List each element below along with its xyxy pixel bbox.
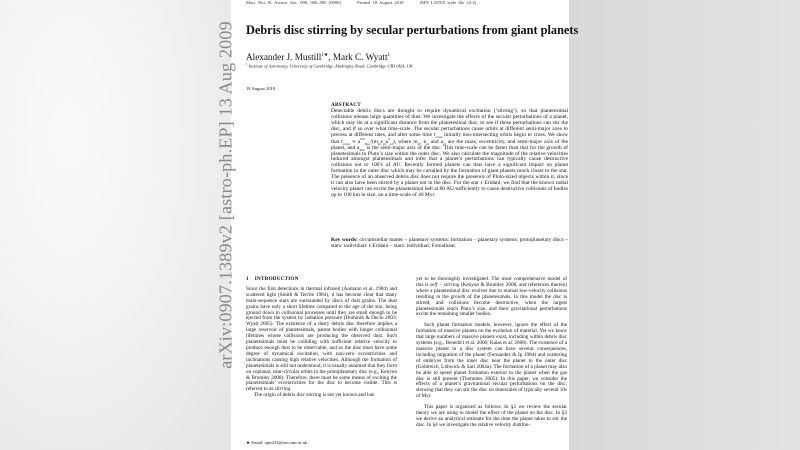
affiliation-mark: 1 <box>387 53 391 58</box>
paragraph: Since the first detections in thermal infrared (Aumann et al. 1984) and scattered light (Smith & Terrile 1984), it has become clear that many main-sequence stars are surrounded by discs of dust grains. The dust grains have only a short lifetime compared to the age of the star, being ground down in collisional processes until they are small enough to be ejected from the system by radiation pressure (Dominik & Decin 2003; Wyatt 2005). The existence of a dusty debris disc therefore implies a large reservoir of planetesimals, parent bodies with longer collisional lifetimes whose collisions are producing the observed dust. Such planetesimals must be colliding with sufficient relative velocity to produce enough dust to be observable, and so the disc must have some degree of dynamical excitation, with non-zero eccentricities and inclinations causing high relative velocities. Although the formation of planetesimals is still not understood, it is usually assumed that they form on coplanar, near-circular orbits in the protoplanetary disc (e.g., Kenyon & Bromley 2008). Therefore, there must be some means of exciting the planetesimals’ eccentricities for the disc to become visible. This is referred to as stirring. <box>246 285 397 393</box>
affiliation-mark: 1★ <box>321 53 329 58</box>
paragraph: This paper is organised as follows. In §2 we review the secular theory we are using to model the effect of the planet on the disc. In §3 we derive an analytical estimate for the time the planet takes to stir the disc. In §4 we investigate the relative velocity distribu- <box>416 404 567 428</box>
affiliation-mark: 1 <box>246 61 248 66</box>
running-header <box>246 0 490 5</box>
style-file: (MN LATEX style file v2.2) <box>419 0 477 5</box>
arxiv-stamp: arXiv:0907.1389v2 [astro-ph.EP] 13 Aug 2009 <box>215 21 236 369</box>
journal-citation: Mon. Not. R. Astron. Soc. 000, 000–000 (0000) <box>246 0 341 5</box>
paragraph: Such planet formation models, however, ignore the effect of the formation of massive planets on the evolution of material. Yet we know that large numbers of massive planets exist, including within debris disc systems (e.g., Benedict et al. 2006; Kalas et al. 2008). The existence of a massive planet in a disc system can have several consequences, including migration of the planet (Fernandez & Ip 1984) and scattering of embryos from the inner disc near the planet to the outer disc (Goldreich, Lithwick & Sari 2004a). The formation of a planet may also be able to speed planet formation exterior to the planet when the gas disc is still present (Thommes 2005). In this paper, we consider the effects of a planet’s gravitational secular perturbations on the disc, showing that they can stir the disc on timescales of typically several 10s of Myr. <box>416 322 567 400</box>
paragraph: The origin of debris disc stirring is not yet known and has <box>254 392 375 399</box>
abstract-heading: ABSTRACT <box>331 102 361 108</box>
keywords-label: Key words: <box>331 237 358 243</box>
author-separator: , <box>328 52 333 63</box>
keywords <box>331 238 568 250</box>
abstract <box>331 103 568 199</box>
paragraph: yet to be thoroughly investigated. The most comprehensive model of this is self − stirring (Kenyon & Bromley 2008, and references therein) where a planetesimal disc evolves due to mutual low-velocity collisions resulting in the growth of the planetesimals. In this model the disc is stirred, and collisions become destructive, when the largest planetesimals reach Pluto’s size, and their gravitational perturbations excite the remaining smaller bodies. <box>416 276 567 318</box>
affiliation-text: Institute of Astronomy, University of Cambridge, Madingley Road, Cambridge CB3 0HA, UK <box>248 62 413 68</box>
viewer-background-right <box>569 0 800 450</box>
keywords-text: circumstellar matter – planetary systems: formation – planetary systems: protoplanetary discs – stars: individual: ε Eridani – stars: individual: Fomalhaut. <box>331 237 568 249</box>
printed-date: Printed 18 August 2018 <box>357 0 404 5</box>
right-column <box>416 277 567 429</box>
paper-date: 18 August 2018 <box>246 86 276 91</box>
left-column <box>246 277 397 399</box>
author-name: Mark C. Wyatt <box>332 52 388 63</box>
footnote-email: ★ Email: ajm233@ast.cam.ac.uk <box>246 440 308 445</box>
affiliation <box>246 62 413 68</box>
abstract-text: Detectable debris discs are thought to require dynamical excitation (‘stirring’), so that planetesimal collisions release large quantities of dust. We investigate the effects of the secular perturbations of a planet, which may lie at a significant distance from the planetesimal disc, to see if these perturbations can stir the disc, and if so over what time-scale. The secular perturbations cause orbits at different semi-major axes to precess at different rates, and after some time $t_{cross}$ initially non-intersecting orbits begin to cross. We show that $t_{cross} \propto a^{9/2}_{disc}/(m_{pl}e_{pl}a^3_{pl})$, where $m_{pl}$, $e_{pl}$ and $a_{pl}$ are the mass, eccentricity, and semi-major axis of the planet, and $a_{disc}$ is the semi-major axis of the disc. This time-scale can be faster than that for the growth of planetesimals to Pluto’s size within the outer disc. We also calculate the magnitude of the relative velocities induced amongst planetesimals and infer that a planet’s perturbations can typically cause destructive collisions out to 100’s of AU. Recently formed planets can thus have a significant impact on planet formation in the outer disc which may be curtailed by the formation of giant planets much closer to the star. The presence of an observed debris disc does not require the presence of Pluto-sized objects within it, since it can also have been stirred by a planet not in the disc. For the star ε Eridani, we find that the known radial velocity planet can excite the planetesimal belt at 60 AU sufficiently to cause destructive collisions of bodies up to 100 km in size, on a time-scale of 40 Myr. <box>331 108 568 198</box>
paper-title: Debris disc stirring by secular perturbations from giant planets <box>246 23 579 37</box>
viewer-background-left <box>0 0 231 450</box>
author-name: Alexander J. Mustill <box>246 52 322 63</box>
section-heading: 1 INTRODUCTION <box>246 276 299 282</box>
